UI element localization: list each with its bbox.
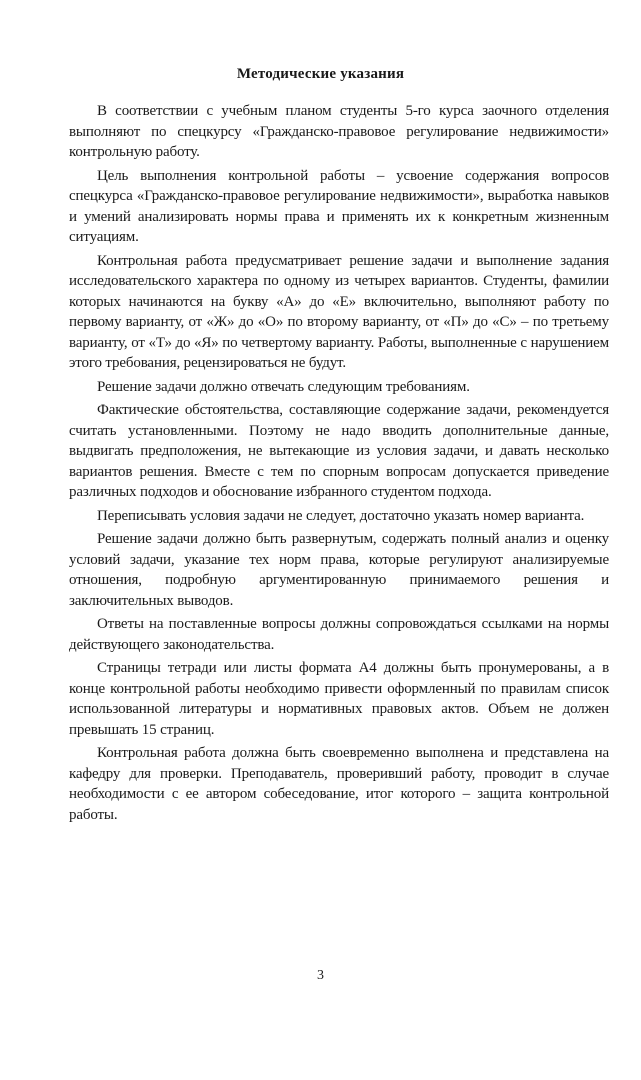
page-number: 3 bbox=[317, 968, 324, 983]
paragraph-references: Ответы на поставленные вопросы должны сопровождаться ссылками на нормы действующего законодательства. bbox=[69, 616, 609, 653]
paragraph-format: Страницы тетради или листы формата А4 должны быть пронумерованы, а в конце контрольной работы необходимо привести оформленный по правилам список использованной литературы и нормативных правовых актов. Объем не должен превышать 15 страниц. bbox=[69, 660, 609, 738]
paragraph-solution: Решение задачи должно быть развернутым, содержать полный анализ и оценку условий задачи, указание тех норм права, которые регулируют анализируемые отношения, подробную аргументированную принимаемого решения и заключительных выводов. bbox=[69, 531, 609, 609]
body-text bbox=[69, 101, 609, 825]
paragraph-copying: Переписывать условия задачи не следует, достаточно указать номер варианта. bbox=[97, 507, 585, 524]
paragraph-requirements: Решение задачи должно отвечать следующим требованиям. bbox=[97, 378, 470, 395]
paragraph-variants: Контрольная работа предусматривает решение задачи и выполнение задания исследовательского характера по одному из четырех вариантов. Студенты, фамилии которых начинаются на букву «А» до «Е» включительно, выполняют работу по первому варианту, от «Ж» до «О» по второму варианту, от «П» до «С» – по третьему варианту, от «Т» до «Я» по четвертому варианту. Работы, выполненные с нарушением этого требования, рецензироваться не будут. bbox=[69, 252, 609, 371]
paragraph-intro: В соответствии с учебным планом студенты 5-го курса заочного отделения выполняют по спецкурсу «Гражданско-правовое регулирование недвижимости» контрольную работу. bbox=[69, 103, 609, 160]
paragraph-goal: Цель выполнения контрольной работы – усвоение содержания вопросов спецкурса «Гражданско-правовое регулирование недвижимости», выработка навыков и умений анализировать нормы права и применять их к конкретным жизненным ситуациям. bbox=[69, 167, 609, 245]
paragraph-facts: Фактические обстоятельства, составляющие содержание задачи, рекомендуется считать установленными. Поэтому не надо вводить дополнительные данные, выдвигать предположения, не вытекающие из условия задачи, и давать несколько вариантов решения. Вместе с тем по спорным вопросам допускается приведение различных подходов и обоснование избранного студентом подхода. bbox=[69, 402, 609, 500]
paragraph-submission: Контрольная работа должна быть своевременно выполнена и представлена на кафедру для проверки. Преподаватель, проверивший работу, проводит в случае необходимости с ее автором собеседование, итог которого – защита контрольной работы. bbox=[69, 745, 609, 823]
page-title: Методические указания bbox=[236, 66, 405, 82]
